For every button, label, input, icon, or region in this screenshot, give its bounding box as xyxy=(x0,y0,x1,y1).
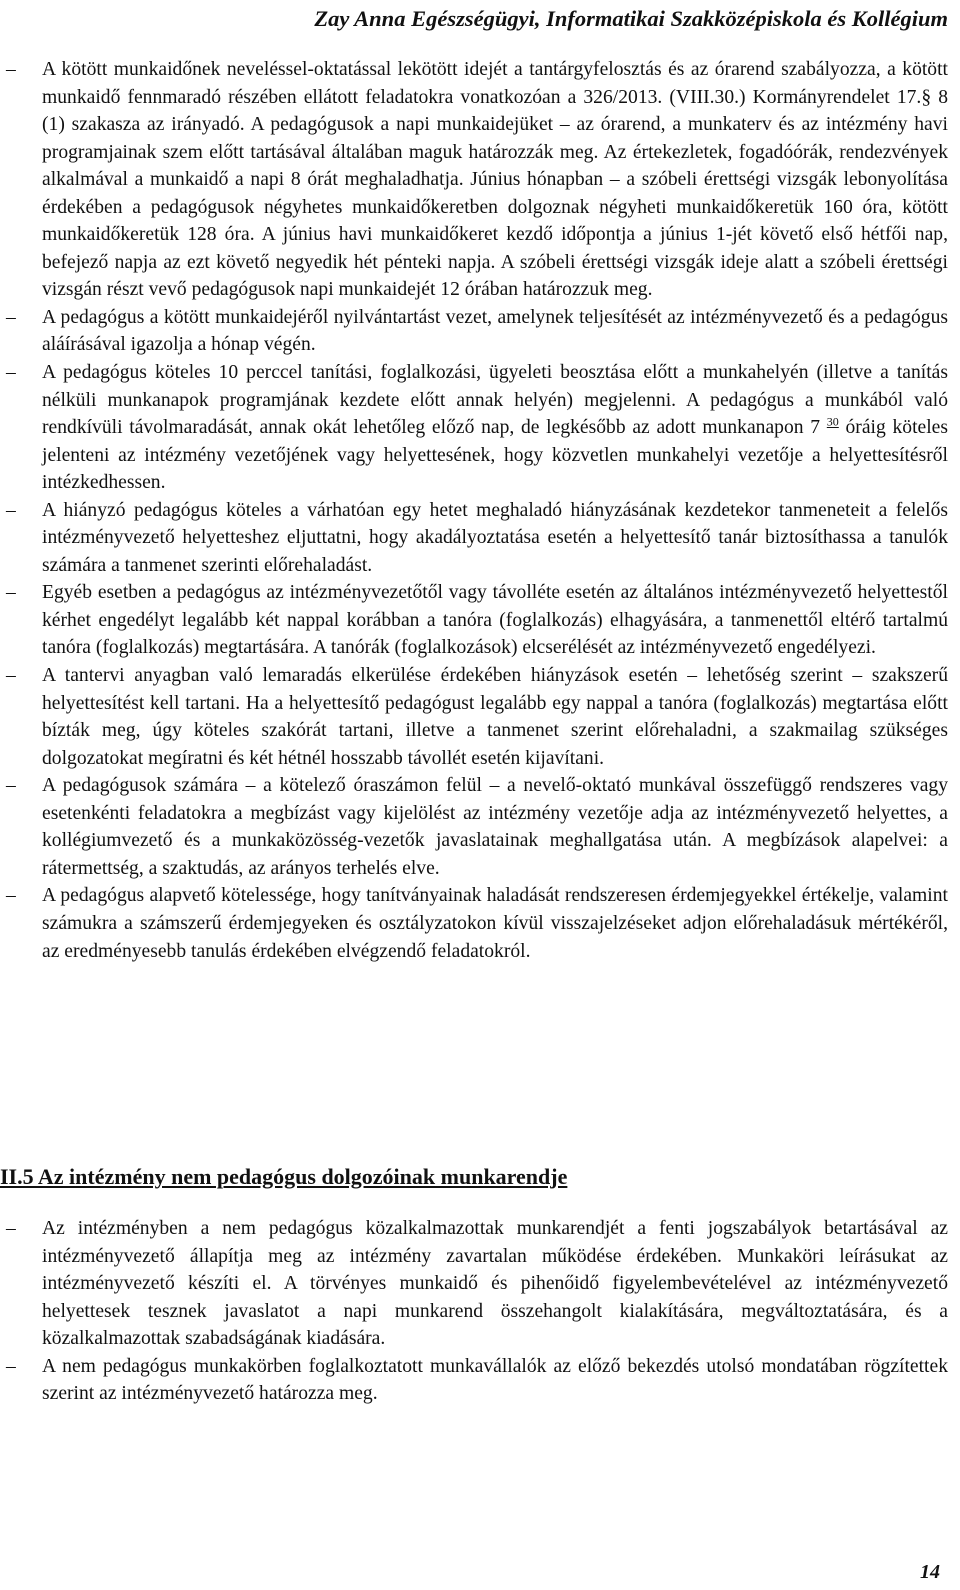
list-item xyxy=(6,882,948,965)
paragraph-text: A nem pedagógus munkakörben foglalkoztatott munkavállalók az előző bekezdés utolsó mondatában rögzítettek szerint az intézményvezető határozza meg. xyxy=(42,1355,948,1405)
list-item xyxy=(6,662,948,772)
paragraph-text: A pedagógusok számára – a kötelező óraszámon felül – a nevelő-oktató munkával összefüggő rendszeres vagy esetenkénti feladatokra a megbízást vagy kijelölést az intézmény vezetője adja az intézményvezető helyettes, a kollégiumvezető és a munkaközösség-vezetők javaslatainak meghallgatása után. A megbízások alapelvei: a rátermettség, a szaktudás, az arányos terhelés elve. xyxy=(42,775,948,879)
paragraph-text: A pedagógus alapvető kötelessége, hogy tanítványainak haladását rendszeresen érdemjegyekkel értékelje, valamint számukra a számszerű érdemjegyeken és osztályzatokon kívül visszajelzéseket adjon előrehaladásuk mértékéről, az eredményesebb tanulás érdekében elvégzendő feladatokról. xyxy=(42,885,948,962)
paragraph-text: A pedagógus köteles 10 perccel tanítási, foglalkozási, ügyeleti beosztása előtt a munkahelyén (illetve a tanítás nélküli munkanapok programjának kezdete előtt annak helyén) megjelenni. A pedagógus a munkából való rendkívüli távolmaradását, annak okát lehetőleg előző nap, de legkésőbb az adott munkanapon 7 xyxy=(42,362,948,439)
list-item xyxy=(6,1215,948,1353)
list-item xyxy=(6,497,948,580)
bullet-dash: – xyxy=(6,665,16,687)
document-header: Zay Anna Egészségügyi, Informatikai Szakközépiskola és Kollégium xyxy=(314,6,948,31)
list-item xyxy=(6,579,948,662)
section2-list xyxy=(6,1215,948,1408)
bullet-dash: – xyxy=(6,1218,16,1239)
list-item xyxy=(6,1353,948,1408)
list-item xyxy=(6,56,948,304)
bullet-dash: – xyxy=(6,582,16,604)
paragraph-text: Egyéb esetben a pedagógus az intézményvezetőtől vagy távolléte esetén az általános intézményvezető helyettestől kérhet engedélyt legalább két nappal korábban a tanóra (foglalkozás) elhagyására, a tanmenettől eltérő tartalmú tanóra (foglalkozás) megtartására. A tanórák (foglalkozások) elcserélését az intézményvezető engedélyezi. xyxy=(42,582,948,659)
superscript-minutes: 30 xyxy=(826,414,839,429)
paragraph-text: Az intézményben a nem pedagógus közalkalmazottak munkarendjét a fenti jogszabályok betartásával az intézményvezető állapítja meg az intézmény zavartalan működése érdekében. Munkaköri leírásukat az intézményvezető készíti el. A törvényes munkaidő és pihenőidő figyelembevételével az intézményvezető helyettesek tesznek javaslatot a napi munkarend összehangolt kialakítására, megváltoztatására, és a közalkalmazottak szabadságának kiadására. xyxy=(42,1218,948,1350)
page-number: 14 xyxy=(920,1561,940,1583)
bullet-dash: – xyxy=(6,306,16,328)
paragraph-text: A hiányzó pedagógus köteles a várhatóan egy hetet meghaladó hiányzásának kezdetekor tanmeneteit a felelős intézményvezető helyetteshez eljuttatni, hogy akadályoztatása esetén a helyettesítő tanár biztosíthassa a tanulók számára a tanmenet szerinti előrehaladást. xyxy=(42,499,948,576)
bullet-dash: – xyxy=(6,1355,16,1377)
list-item xyxy=(6,359,948,497)
section-heading: II.5 Az intézmény nem pedagógus dolgozóinak munkarendje xyxy=(0,1164,568,1189)
list-item xyxy=(6,304,948,359)
paragraph-text-continued: óráig köteles jelenteni az intézmény vezetőjének vagy helyettesének, hogy közvetlen munkahelyi vezetője a helyettesítésről intézkedhessen. xyxy=(42,417,948,494)
bullet-dash: – xyxy=(6,885,16,907)
paragraph-text: A pedagógus a kötött munkaidejéről nyilvántartást vezet, amelynek teljesítését az intézményvezető és a pedagógus aláírásával igazolja a hónap végén. xyxy=(42,306,948,356)
bullet-dash: – xyxy=(6,362,16,384)
bullet-dash: – xyxy=(6,775,16,797)
list-item xyxy=(6,772,948,882)
paragraph-text: A tantervi anyagban való lemaradás elkerülése érdekében hiányzások esetén – lehetőség szerint – szakszerű helyettesítést kell tartani. Ha a helyettesítő pedagógust legalább egy nappal a tanóra (foglalkozás) megtartása előtt bízták meg, úgy köteles szakórát tartani, illetve a tanmenet szerint előrehaladni, a szakmailag szükséges dolgozatokat megíratni és két hétnél hosszabb távollét esetén kijavítani. xyxy=(42,665,948,769)
bullet-dash: – xyxy=(6,499,16,521)
section1-list xyxy=(6,56,948,965)
bullet-dash: – xyxy=(6,59,16,80)
paragraph-text: A kötött munkaidőnek neveléssel-oktatással lekötött idejét a tantárgyfelosztás és az órarend szabályozza, a kötött munkaidő fennmaradó részében ellátott feladatokra vonatkozóan a 326/2013. (VIII.30.) Kormányrendelet 17.§ 8 (1) szakasza az irányadó. A pedagógusok a napi munkaidejüket – az órarend, a munkaterv és az intézmény havi programjainak szem előtt tartásával általában maguk határozzák meg. Az értekezletek, fogadóórák, rendezvények alkalmával a munkaidő a napi 8 órát meghaladhatja. Június hónapban – a szóbeli érettségi vizsgák lebonyolítása érdekében a pedagógusok négyhetes munkaidőkeretben dolgoznak négyheti munkaidőkeretük 160 óra, kötött munkaidőkeretük 128 óra. A június havi munkaidőkeret kezdő időpontja a június 1-jét követő első hétfői nap, befejező napja az ezt követő negyedik hét pénteki napja. A szóbeli érettségi vizsgák ideje alatt a szóbeli érettségi vizsgán részt vevő pedagógusok napi munkaidejét 12 órában határozzuk meg. xyxy=(42,59,948,301)
